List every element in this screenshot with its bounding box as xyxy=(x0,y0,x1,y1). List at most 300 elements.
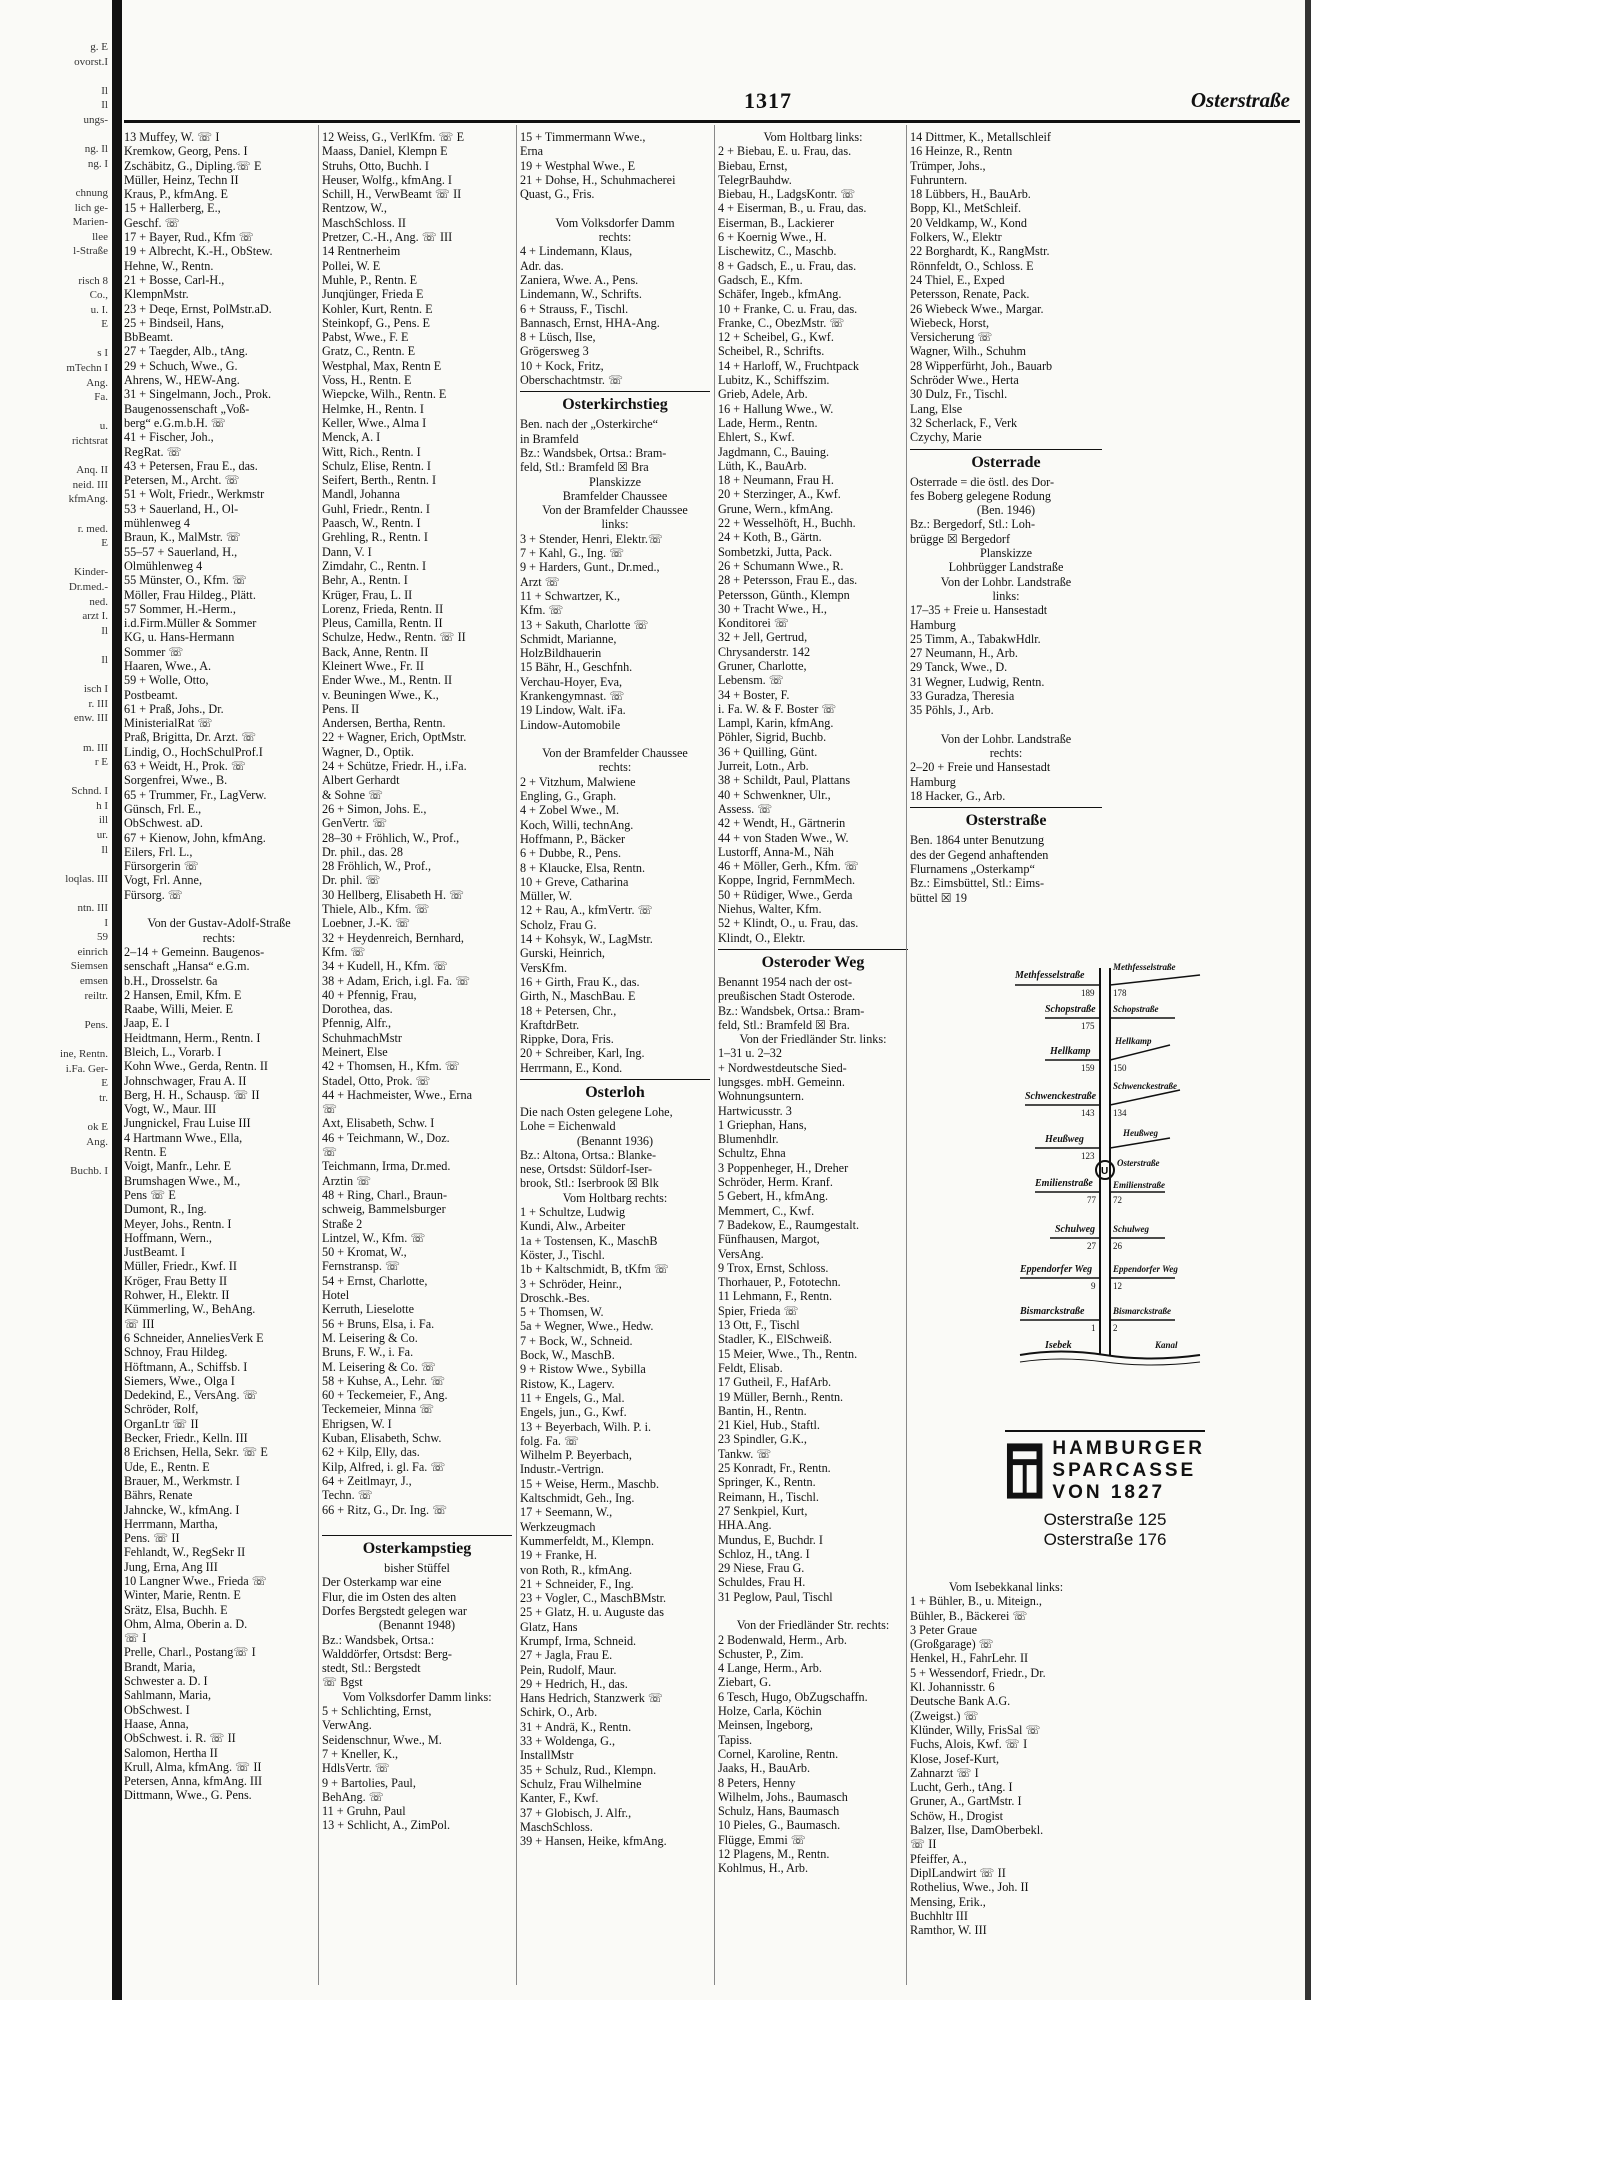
left-page-line: Il xyxy=(101,624,108,637)
directory-line: Flurnamens „Osterkamp“ xyxy=(910,861,1035,876)
directory-line: 19 + Franke, H. xyxy=(520,1548,597,1563)
directory-line: (Großgarage) ☏ xyxy=(910,1637,994,1652)
directory-line: 7 Badekow, E., Raumgestalt. xyxy=(718,1217,860,1232)
left-page-line: ntn. III xyxy=(77,902,108,915)
directory-line: Fuchs, Alois, Kwf. ☏ I xyxy=(910,1737,1028,1752)
directory-line: 46 + Möller, Gerh., Kfm. ☏ xyxy=(718,859,860,874)
directory-line: Teckemeier, Minna ☏ xyxy=(322,1402,435,1417)
directory-line: 19 + Westphal Wwe., E xyxy=(520,158,636,173)
directory-line: Eilers, Frl. L., xyxy=(124,844,193,859)
directory-column-2 xyxy=(322,130,512,1990)
directory-line: Pfeiffer, A., xyxy=(910,1851,967,1866)
directory-line: Folkers, W., Elektr xyxy=(910,230,1002,245)
directory-line: 9 + Ristow Wwe., Sybilla xyxy=(520,1362,646,1377)
directory-line: 16 Heinze, R., Rentn xyxy=(910,144,1013,159)
directory-line: Haaren, Wwe., A. xyxy=(124,658,212,673)
directory-line: ☏ Bgst xyxy=(322,1675,363,1690)
left-page-line: Ang. xyxy=(86,376,108,389)
directory-line: Guhl, Friedr., Rentn. I xyxy=(322,501,430,516)
directory-line: 19 Lindow, Walt. iFa. xyxy=(520,703,626,718)
directory-line: Gurski, Heinrich, xyxy=(520,946,605,961)
directory-line: Krankengymnast. ☏ xyxy=(520,688,625,703)
directory-line: Paasch, W., Rentn. I xyxy=(322,516,421,531)
directory-line: Hamburg xyxy=(910,774,956,789)
left-page-line: mTechn I xyxy=(66,362,108,375)
directory-line: Geschf. ☏ xyxy=(124,215,180,230)
map-number: 77 xyxy=(1087,1195,1096,1205)
directory-line: 15 + Hallerberg, E., xyxy=(124,201,221,216)
left-page-line xyxy=(0,449,112,464)
left-page-line: ok E xyxy=(87,1120,108,1133)
directory-line: Pretzer, C.-H., Ang. ☏ III xyxy=(322,230,453,245)
directory-line: VersAng. xyxy=(718,1246,764,1261)
left-page-line: Siemsen xyxy=(70,960,108,973)
left-page-line: llee xyxy=(92,230,108,243)
directory-line: 10 + Franke, C. u. Frau, das. xyxy=(718,301,858,316)
directory-line: Von der Lohbr. Landstraße xyxy=(940,731,1072,746)
directory-line: 25 + Bindseil, Hans, xyxy=(124,315,224,330)
directory-line: 10 Pieles, G., Baumasch. xyxy=(718,1818,841,1833)
directory-line: Vom Volksdorfer Damm xyxy=(555,215,675,230)
directory-line: Schäfer, Ingeb., kfmAng. xyxy=(718,287,842,302)
directory-line: Bock, W., MaschB. xyxy=(520,1348,615,1363)
directory-line: 67 + Kienow, John, kfmAng. xyxy=(124,830,266,845)
directory-line: Die nach Osten gelegene Lohe, xyxy=(520,1105,673,1119)
map-right-label: Schwenckestraße xyxy=(1113,1081,1177,1091)
directory-line: 11 + Engels, G., Mal. xyxy=(520,1390,625,1405)
left-page-line: arzt I. xyxy=(82,610,108,623)
street-heading: Osterstraße xyxy=(910,807,1102,831)
map-number: 72 xyxy=(1113,1195,1122,1205)
directory-line: 19 + Albrecht, K.-H., ObStew. xyxy=(124,244,273,259)
directory-line: Industr.-Vertrign. xyxy=(520,1462,604,1477)
directory-line: von Roth, R., kfmAng. xyxy=(520,1562,633,1577)
page-header xyxy=(124,84,1300,120)
left-page-line xyxy=(0,770,112,785)
directory-line: Bruns, F. W., i. Fa. xyxy=(322,1345,414,1360)
directory-line: 42 + Thomsen, H., Kfm. ☏ xyxy=(322,1059,461,1074)
directory-line: fes Boberg gelegene Rodung xyxy=(910,488,1051,503)
left-page-line: h I xyxy=(96,799,108,812)
directory-line: Bz.: Altona, Ortsa.: Blanke- xyxy=(520,1147,657,1162)
directory-line: Ohm, Alma, Oberin a. D. xyxy=(124,1616,248,1631)
directory-line: 17–35 + Freie u. Hansestadt xyxy=(910,603,1048,618)
directory-line: Stadler, K., ElSchweiß. xyxy=(718,1332,832,1347)
directory-line: in Bramfeld xyxy=(520,431,579,446)
directory-line: 8 Peters, Henny xyxy=(718,1775,796,1790)
directory-line: ObSchwest. I xyxy=(124,1702,190,1717)
map-number: 143 xyxy=(1081,1108,1095,1118)
directory-line: 12 + Rau, A., kfmVertr. ☏ xyxy=(520,903,653,918)
directory-line: BbBeamt. xyxy=(124,330,174,345)
directory-line: 25 Timm, A., TabakwHdlr. xyxy=(910,631,1041,646)
directory-line: 2–14 + Gemeinn. Baugenos- xyxy=(124,944,265,959)
directory-line: Teichmann, Irma, Dr.med. xyxy=(322,1159,451,1174)
directory-line: 27 + Jagla, Frau E. xyxy=(520,1648,613,1663)
directory-line: Vogt, W., Maur. III xyxy=(124,1102,217,1117)
left-page-line: ng. Il xyxy=(84,143,108,156)
directory-line: Bramfelder Chaussee xyxy=(562,488,668,503)
directory-line: Fünfhausen, Margot, xyxy=(718,1232,820,1247)
directory-line: Mundus, E, Buchdr. I xyxy=(718,1532,823,1547)
directory-line: Loebner, J.-K. ☏ xyxy=(322,916,411,931)
directory-line: Droschk.-Bes. xyxy=(520,1290,590,1305)
directory-line: Von der Lohbr. Landstraße xyxy=(940,574,1072,589)
directory-line: 19 Müller, Bernh., Rentn. xyxy=(718,1389,844,1404)
directory-line: 15 Bähr, H., Geschfnh. xyxy=(520,660,633,675)
ad-address-2: Osterstraße 176 xyxy=(1043,1530,1167,1549)
directory-line: 5 + Thomsen, W. xyxy=(520,1305,604,1320)
directory-line: Jagdmann, C., Bauing. xyxy=(718,444,830,459)
left-page-line: Co., xyxy=(89,289,108,302)
directory-line: Krüger, Frau, L. II xyxy=(322,587,413,602)
directory-line: 21 + Dohse, H., Schuhmacherei xyxy=(520,172,676,187)
directory-line: Kerruth, Lieselotte xyxy=(322,1302,415,1317)
map-right-label: Emilienstraße xyxy=(1113,1180,1166,1190)
directory-line: MinisterialRat ☏ xyxy=(124,716,213,731)
directory-line: 20 + Schreiber, Karl, Ing. xyxy=(520,1046,645,1061)
directory-line: 5 Gebert, H., kfmAng. xyxy=(718,1189,829,1204)
directory-line: Schulz, Elise, Rentn. I xyxy=(322,458,431,473)
directory-line: Eiserman, B., Lackierer xyxy=(718,215,835,230)
directory-line: 27 Neumann, H., Arb. xyxy=(910,646,1018,661)
directory-line: 65 + Trummer, Fr., LagVerw. xyxy=(124,787,267,802)
directory-line: Flur, die im Osten des alten xyxy=(322,1589,457,1604)
directory-line: Flügge, Emmi ☏ xyxy=(718,1832,807,1847)
directory-line: Berg, H. H., Schausp. ☏ II xyxy=(124,1087,260,1102)
directory-line: 14 + Kohsyk, W., LagMstr. xyxy=(520,932,653,947)
map-right-label: Schopstraße xyxy=(1113,1004,1159,1014)
directory-line: Heuser, Wolfg., kfmAng. I xyxy=(322,172,452,187)
directory-column-5 xyxy=(910,130,1102,960)
directory-line: 38 + Schildt, Paul, Plattans xyxy=(718,773,851,788)
column-divider xyxy=(714,125,715,1985)
directory-line: Sorgenfrei, Wwe., B. xyxy=(124,773,228,788)
directory-line: Kummerfeldt, M., Klempn. xyxy=(520,1533,655,1548)
left-page-line: Buchb. I xyxy=(70,1164,108,1177)
directory-line: 35 Pöhls, J., Arb. xyxy=(910,703,994,718)
directory-line: 28 Fröhlich, W., Prof., xyxy=(322,859,432,874)
directory-line: 28 + Petersson, Frau E., das. xyxy=(718,573,858,588)
directory-line: Bannasch, Ernst, HHA-Ang. xyxy=(520,315,660,330)
directory-line: 21 + Bosse, Carl-H., xyxy=(124,272,225,287)
directory-line: Helmke, H., Rentn. I xyxy=(322,401,424,416)
directory-line: KG, u. Hans-Hermann xyxy=(124,630,235,645)
directory-line: feld, Stl.: Bramfeld ☒ Bra xyxy=(520,460,649,475)
directory-line: Rothelius, Wwe., Joh. II xyxy=(910,1880,1029,1895)
directory-line: 28–30 + Fröhlich, W., Prof., xyxy=(322,830,460,845)
left-page-line: Marien- xyxy=(72,216,108,229)
map-label-hellkamp: Hellkamp xyxy=(1050,1046,1091,1057)
directory-line: 14 Dittmer, K., Metallschleif xyxy=(910,130,1051,144)
directory-line: Blumenhdlr. xyxy=(718,1132,779,1147)
directory-line: ☏ II xyxy=(910,1837,937,1852)
left-page-line: Anq. II xyxy=(76,464,108,477)
left-page-line: l-Straße xyxy=(73,245,108,258)
directory-column-1 xyxy=(124,130,314,1990)
directory-line: M. Leisering & Co. xyxy=(322,1330,418,1345)
directory-line: 63 + Weidt, H., Prok. ☏ xyxy=(124,759,247,774)
directory-line: 14 Rentnerheim xyxy=(322,244,401,259)
directory-line: Lintzel, W., Kfm. ☏ xyxy=(322,1230,426,1245)
directory-line: Rentzow, W., xyxy=(322,201,387,216)
directory-line: Trümper, Johs., xyxy=(910,158,986,173)
directory-line: Scholz, Frau G. xyxy=(520,917,597,932)
directory-line: Lebensm. ☏ xyxy=(718,673,785,688)
directory-line: Pens ☏ E xyxy=(124,1187,176,1202)
directory-line: Lohe = Eichenwald xyxy=(520,1119,616,1134)
left-page-line: E xyxy=(101,537,108,550)
directory-line: HdlsVertr. ☏ xyxy=(322,1761,391,1776)
directory-line: Tapiss. xyxy=(718,1732,753,1747)
directory-line: Rentn. E xyxy=(124,1145,167,1160)
directory-line: Müller, Friedr., Kwf. II xyxy=(124,1259,237,1274)
directory-line: Fehlandt, W., RegSekr II xyxy=(124,1545,246,1560)
directory-line: berg“ e.G.m.b.H. ☏ xyxy=(124,415,226,430)
map-right-label: Schulweg xyxy=(1113,1224,1150,1234)
map-right-label: Kanal xyxy=(1155,1340,1178,1350)
directory-line: 5 + Wessendorf, Friedr., Dr. xyxy=(910,1665,1046,1680)
directory-line: 10 + Kock, Fritz, xyxy=(520,358,604,373)
directory-line: 2 + Vitzhum, Malwiene xyxy=(520,774,636,789)
directory-line: Ramthor, W. III xyxy=(910,1923,987,1938)
directory-line: OrganLtr ☏ II xyxy=(124,1416,199,1431)
directory-line: 23 Spindler, G.K., xyxy=(718,1432,807,1447)
directory-line: Koppe, Ingrid, FernmMech. xyxy=(718,873,856,888)
directory-line: Brumshagen Wwe., M., xyxy=(124,1173,241,1188)
directory-line: Meyer, Johs., Rentn. I xyxy=(124,1216,232,1231)
left-page-line: ned. xyxy=(89,595,108,608)
directory-line: Lindow-Automobile xyxy=(520,717,621,732)
directory-line: 6 Schneider, AnneliesVerk E xyxy=(124,1330,264,1345)
directory-line: 25 + Glatz, H. u. Auguste das xyxy=(520,1605,664,1620)
directory-line: 6 Tesch, Hugo, ObZugschaffn. xyxy=(718,1689,868,1704)
directory-line: 31 + Andrä, K., Rentn. xyxy=(520,1719,632,1734)
directory-line: 12 Weiss, G., VerlKfm. ☏ E xyxy=(322,130,465,144)
directory-line: Baugenossenschaft „Voß- xyxy=(124,401,250,416)
directory-line: brook, Stl.: Iserbrook ☒ Blk xyxy=(520,1176,659,1191)
directory-line: 13 Muffey, W. ☏ I xyxy=(124,130,220,144)
directory-line: Herrmann, Martha, xyxy=(124,1516,218,1531)
directory-line: Günsch, Frl. E., xyxy=(124,801,202,816)
directory-line: (Benannt 1948) xyxy=(378,1618,456,1633)
left-page-line: ng. I xyxy=(87,157,108,170)
directory-line: Andersen, Bertha, Rentn. xyxy=(322,716,446,731)
left-page-line xyxy=(0,1003,112,1018)
map-label-eppendorfer: Eppendorfer Weg xyxy=(1020,1264,1093,1275)
directory-line: 40 + Schwenkner, Ulr., xyxy=(718,787,831,802)
directory-line: Heidtmann, Herm., Rentn. I xyxy=(124,1030,261,1045)
directory-line: 23 + Deqe, Ernst, PolMstr.aD. xyxy=(124,301,272,316)
directory-line: Ehlert, S., Kwf. xyxy=(718,430,795,445)
directory-line: Erna xyxy=(520,144,544,159)
directory-line: Wiebeck, Horst, xyxy=(910,315,990,330)
directory-line: 33 + Woldenga, G., xyxy=(520,1734,616,1749)
directory-line: Lade, Herm., Rentn. xyxy=(718,415,818,430)
directory-line: Wohnungsuntern. xyxy=(718,1089,805,1104)
directory-line: Lischewitz, C., Maschb. xyxy=(718,244,837,259)
directory-line: 2 Hansen, Emil, Kfm. E xyxy=(124,987,242,1002)
directory-line: Schill, H., VerwBeamt ☏ II xyxy=(322,187,462,202)
directory-line: Kuban, Elisabeth, Schw. xyxy=(322,1431,442,1446)
map-right-label: Heußweg xyxy=(1123,1128,1158,1138)
directory-line: 51 + Wolt, Friedr., Werkmstr xyxy=(124,487,265,502)
directory-line: 31 Peglow, Paul, Tischl xyxy=(718,1589,833,1604)
left-page-line: g. E xyxy=(90,41,108,53)
directory-line: Glatz, Hans xyxy=(520,1619,578,1634)
directory-line: Bantin, H., Rentn. xyxy=(718,1403,807,1418)
directory-line: 20 Veldkamp, W., Kond xyxy=(910,215,1027,230)
left-page-line: Il xyxy=(101,84,108,97)
directory-line: Dedekind, E., VersAng. ☏ xyxy=(124,1388,258,1403)
directory-line: Bz.: Wandsbek, Ortsa.: Bram- xyxy=(718,1003,865,1018)
directory-line: Niehus, Walter, Kfm. xyxy=(718,902,822,917)
directory-line: Haase, Anna, xyxy=(124,1716,189,1731)
directory-line: Krumpf, Irma, Schneid. xyxy=(520,1633,637,1648)
directory-line: Fuhruntern. xyxy=(910,172,968,187)
left-page-line: Schnd. I xyxy=(71,785,108,798)
directory-line: Zimdahr, C., Rentn. I xyxy=(322,558,427,573)
directory-line: HHA.Ang. xyxy=(718,1518,772,1533)
left-page-line: ur. xyxy=(96,829,108,842)
directory-line: 46 + Teichmann, W., Doz. xyxy=(322,1130,450,1145)
map-number: 175 xyxy=(1081,1021,1095,1031)
directory-line: 6 + Koernig Wwe., H. xyxy=(718,230,827,245)
directory-line: Cornel, Karoline, Rentn. xyxy=(718,1746,839,1761)
directory-line: 8 Erichsen, Hella, Sekr. ☏ E xyxy=(124,1445,268,1460)
directory-line: links: xyxy=(601,517,629,532)
street-heading: Osterkirchstieg xyxy=(520,391,710,415)
directory-line: Klose, Josef-Kurt, xyxy=(910,1751,1000,1766)
directory-line: bisher Stüffel xyxy=(384,1561,450,1576)
map-right-label: Bismarckstraße xyxy=(1113,1306,1172,1316)
directory-line: Hoffmann, P., Bäcker xyxy=(520,831,626,846)
directory-line: 26 + Simon, Johs. E., xyxy=(322,801,427,816)
directory-line: Ben. 1864 unter Benutzung xyxy=(910,833,1045,848)
directory-line: Ahrens, W., HEW-Ang. xyxy=(124,373,240,388)
directory-line: 27 Senkpiel, Kurt, xyxy=(718,1503,808,1518)
left-page-line: s I xyxy=(97,347,108,360)
directory-line: Raabe, Willi, Meier. E xyxy=(124,1002,233,1017)
directory-line: Johnschwager, Frau A. II xyxy=(124,1073,247,1088)
directory-line: Arzt ☏ xyxy=(520,574,560,589)
directory-line: JustBeamt. I xyxy=(124,1245,185,1260)
left-page-line: i.Fa. Ger- xyxy=(65,1062,108,1075)
directory-line: Osterrade = die östl. des Dor- xyxy=(910,474,1055,489)
directory-line: 1 + Bühler, B., u. Miteign., xyxy=(910,1594,1042,1609)
directory-line: 1b + Kaltschmidt, B, tKfm ☏ xyxy=(520,1262,670,1277)
directory-line: 40 + Pfennig, Frau, xyxy=(322,987,417,1002)
directory-line: Ben. nach der „Osterkirche“ xyxy=(520,417,659,432)
directory-line: Memmert, C., Kwf. xyxy=(718,1203,815,1218)
directory-line: i. Fa. W. & F. Boster ☏ xyxy=(718,701,837,716)
directory-line: Kundi, Alw., Arbeiter xyxy=(520,1219,626,1234)
directory-line: Braun, K., MalMstr. ☏ xyxy=(124,530,242,545)
directory-line: Rohwer, H., Elektr. II xyxy=(124,1288,230,1303)
directory-line: Jahncke, W., kfmAng. I xyxy=(124,1502,240,1517)
directory-line: Arztin ☏ xyxy=(322,1173,372,1188)
directory-line: GenVertr. ☏ xyxy=(322,816,388,831)
directory-line: 18 Hacker, G., Arb. xyxy=(910,789,1006,804)
directory-line: 8 + Lüsch, Ilse, xyxy=(520,330,596,345)
directory-line: 22 Borghardt, K., RangMstr. xyxy=(910,244,1050,259)
directory-line: Olmühlenweg 4 xyxy=(124,558,203,573)
directory-line: Der Osterkamp war eine xyxy=(322,1575,442,1590)
directory-line: Klindt, O., Elektr. xyxy=(718,930,806,945)
directory-line: Schulze, Hedw., Rentn. ☏ II xyxy=(322,630,466,645)
directory-line: Hoffmann, Wern., xyxy=(124,1230,212,1245)
directory-line: Meinsen, Ingeborg, xyxy=(718,1718,813,1733)
directory-line: 3 Peter Graue xyxy=(910,1622,978,1637)
left-page-line xyxy=(0,1149,112,1164)
directory-line: Werkzeugmach xyxy=(520,1519,596,1534)
directory-line: 4 Hartmann Wwe., Ella, xyxy=(124,1130,243,1145)
directory-line: Rippke, Dora, Fris. xyxy=(520,1032,614,1047)
directory-line: 42 + Wendt, H., Gärtnerin xyxy=(718,816,846,831)
directory-line: 32 + Heydenreich, Bernhard, xyxy=(322,930,464,945)
directory-line: 64 + Zeitlmayr, J., xyxy=(322,1473,412,1488)
directory-line: 1a + Tostensen, K., MaschB xyxy=(520,1233,658,1248)
directory-line: Petersson, Renate, Pack. xyxy=(910,287,1030,302)
map-label-schulweg: Schulweg xyxy=(1055,1224,1096,1235)
directory-line: Reimann, H., Tischl. xyxy=(718,1489,819,1504)
directory-line: 14 + Harloff, W., Fruchtpack xyxy=(718,358,860,373)
left-page-line xyxy=(0,726,112,741)
directory-line: Petersen, M., Archt. ☏ xyxy=(124,473,240,488)
directory-line: Postbeamt. xyxy=(124,687,178,702)
spacer-line xyxy=(520,201,710,215)
directory-line: 26 + Schumann Wwe., R. xyxy=(718,558,844,573)
directory-line: 2 + Biebau, E. u. Frau, das. xyxy=(718,144,852,159)
directory-line: Struhs, Otto, Buchh. I xyxy=(322,158,429,173)
street-heading: Osterkampstieg xyxy=(322,1535,512,1559)
page-edge xyxy=(1305,0,1311,2000)
directory-line: Ristow, K., Lagerv. xyxy=(520,1376,615,1391)
map-right-label: Hellkamp xyxy=(1115,1036,1152,1046)
directory-line: Scheibel, R., Schrifts. xyxy=(718,344,825,359)
directory-line: Biebau, H., LadgsKontr. ☏ xyxy=(718,187,856,202)
directory-line: 22 + Wesselhöft, H., Buchh. xyxy=(718,516,856,531)
directory-line: 6 + Strauss, F., Tischl. xyxy=(520,301,629,316)
map-label-methfessel: Methfesselstraße xyxy=(1015,970,1085,981)
directory-line: Wagner, D., Optik. xyxy=(322,744,414,759)
map-number: 134 xyxy=(1113,1108,1127,1118)
ad-line-1: HAMBURGER xyxy=(1052,1438,1205,1459)
directory-line: Von der Friedländer Str. links: xyxy=(739,1032,887,1047)
directory-column-4 xyxy=(718,130,908,1990)
directory-line: 56 + Bruns, Elsa, i. Fa. xyxy=(322,1316,435,1331)
directory-line: Schloz, H., tAng. I xyxy=(718,1546,810,1561)
directory-line: 9 + Bartolies, Paul, xyxy=(322,1775,416,1790)
directory-line: Voigt, Manfr., Lehr. E xyxy=(124,1159,232,1174)
directory-line: Höftmann, A., Schiffsb. I xyxy=(124,1359,248,1374)
left-page-line: u. xyxy=(99,420,108,433)
directory-line: Planskizze xyxy=(979,546,1033,561)
directory-line: Muhle, P., Rentn. E xyxy=(322,272,418,287)
map-number: 178 xyxy=(1113,988,1127,998)
page-number: 1317 xyxy=(744,88,792,113)
directory-line: Siemers, Wwe., Olga I xyxy=(124,1373,235,1388)
left-page-line: loqlas. III xyxy=(65,872,108,885)
spacer-line xyxy=(718,1604,908,1618)
directory-line: 13 + Sakuth, Charlotte ☏ xyxy=(520,617,649,632)
directory-line: Dorothea, das. xyxy=(322,1002,393,1017)
map-right-label: Osterstraße xyxy=(1117,1158,1160,1168)
directory-line: 3 + Schröder, Heinr., xyxy=(520,1276,622,1291)
directory-line: links: xyxy=(992,588,1020,603)
directory-line: Pöhler, Sigrid, Buchb. xyxy=(718,730,827,745)
left-page-line xyxy=(0,507,112,522)
